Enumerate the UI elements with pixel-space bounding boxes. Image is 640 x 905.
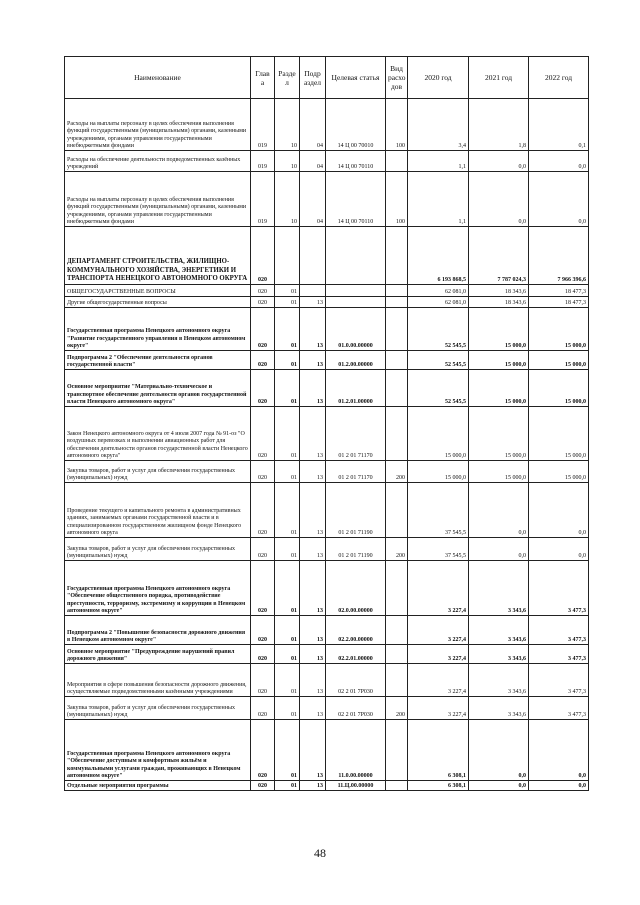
- cell-vid: [386, 720, 408, 781]
- cell-vid: [386, 483, 408, 538]
- cell-target: 02.2.01.00000: [326, 645, 386, 664]
- cell-2021: 1,8: [469, 99, 529, 151]
- cell-vid: [386, 297, 408, 308]
- table-row: [65, 151, 589, 172]
- cell-2020: 6 308,1: [408, 720, 469, 781]
- table-row: [65, 645, 589, 664]
- cell-2020: 3 227,4: [408, 645, 469, 664]
- cell-podrazdel: [300, 227, 326, 285]
- cell-2020: 3 227,4: [408, 697, 469, 720]
- cell-razdel: 01: [275, 351, 300, 370]
- cell-vid: [386, 227, 408, 285]
- cell-2021: 0,0: [469, 720, 529, 781]
- cell-2021: 3 343,6: [469, 645, 529, 664]
- cell-vid: [386, 370, 408, 407]
- table-row: [65, 461, 589, 483]
- cell-razdel: 01: [275, 664, 300, 697]
- cell-name: ОБЩЕГОСУДАРСТВЕННЫЕ ВОПРОСЫ: [65, 285, 251, 297]
- cell-2022: 0,1: [529, 99, 589, 151]
- cell-2020: 6 193 868,5: [408, 227, 469, 285]
- table-row: [65, 697, 589, 720]
- cell-vid: [386, 645, 408, 664]
- cell-target: 01 2 01 71170: [326, 407, 386, 461]
- cell-name: Расходы на обеспечение деятельности подведомственных казённых учреждений: [65, 151, 251, 172]
- cell-2021: 3 343,6: [469, 664, 529, 697]
- cell-2022: 0,0: [529, 781, 589, 791]
- cell-razdel: 01: [275, 407, 300, 461]
- cell-podrazdel: 13: [300, 664, 326, 697]
- cell-razdel: 10: [275, 172, 300, 227]
- cell-glava: 020: [251, 561, 275, 616]
- cell-name: Закупка товаров, работ и услуг для обеспечения государственных (муниципальных) нужд: [65, 461, 251, 483]
- cell-razdel: 01: [275, 645, 300, 664]
- cell-target: 01 2 01 71190: [326, 538, 386, 561]
- cell-target: 01.2.00.00000: [326, 351, 386, 370]
- cell-podrazdel: 13: [300, 407, 326, 461]
- cell-2022: 0,0: [529, 538, 589, 561]
- cell-razdel: 01: [275, 720, 300, 781]
- table-row: [65, 561, 589, 616]
- cell-glava: 020: [251, 781, 275, 791]
- cell-2021: 15 000,0: [469, 308, 529, 351]
- cell-2020: 3,4: [408, 99, 469, 151]
- cell-2020: 37 545,5: [408, 538, 469, 561]
- cell-glava: 020: [251, 308, 275, 351]
- cell-2022: 3 477,3: [529, 697, 589, 720]
- cell-2021: 0,0: [469, 781, 529, 791]
- cell-glava: 020: [251, 227, 275, 285]
- cell-2022: 3 477,3: [529, 616, 589, 645]
- cell-2021: 15 000,0: [469, 351, 529, 370]
- cell-glava: 020: [251, 616, 275, 645]
- cell-razdel: 01: [275, 483, 300, 538]
- cell-vid: [386, 308, 408, 351]
- cell-glava: 020: [251, 351, 275, 370]
- header-2021: 2021 год: [469, 57, 529, 99]
- cell-2021: 0,0: [469, 151, 529, 172]
- cell-2022: 15 000,0: [529, 370, 589, 407]
- cell-2021: 18 343,6: [469, 297, 529, 308]
- table-row: [65, 99, 589, 151]
- cell-razdel: 01: [275, 370, 300, 407]
- cell-razdel: 01: [275, 538, 300, 561]
- cell-razdel: 01: [275, 781, 300, 791]
- cell-glava: 019: [251, 151, 275, 172]
- cell-2021: 15 000,0: [469, 461, 529, 483]
- cell-2021: 15 000,0: [469, 407, 529, 461]
- budget-table: [64, 56, 589, 791]
- cell-target: 11.0.00.00000: [326, 720, 386, 781]
- cell-2020: 37 545,5: [408, 483, 469, 538]
- header-2020: 2020 год: [408, 57, 469, 99]
- cell-glava: 020: [251, 697, 275, 720]
- cell-2020: 15 000,0: [408, 407, 469, 461]
- table-body: [65, 99, 589, 791]
- cell-name: Мероприятия в сфере повышения безопасности дорожного движения, осуществляемые подведомственными казёнными учреждениями: [65, 664, 251, 697]
- cell-glava: 020: [251, 285, 275, 297]
- cell-podrazdel: 13: [300, 561, 326, 616]
- cell-glava: 020: [251, 370, 275, 407]
- cell-podrazdel: 13: [300, 645, 326, 664]
- cell-razdel: 10: [275, 99, 300, 151]
- cell-name: ДЕПАРТАМЕНТ СТРОИТЕЛЬСТВА, ЖИЛИЩНО-КОММУНАЛЬНОГО ХОЗЯЙСТВА, ЭНЕРГЕТИКИ И ТРАНСПОРТА НЕНЕЦКОГО АВТОНОМНОГО ОКРУГА: [65, 227, 251, 285]
- cell-2021: 3 343,6: [469, 561, 529, 616]
- header-vid: Вид расхо дов: [386, 57, 408, 99]
- cell-2022: 15 000,0: [529, 308, 589, 351]
- cell-2022: 15 000,0: [529, 407, 589, 461]
- cell-vid: [386, 285, 408, 297]
- cell-2020: 1,1: [408, 151, 469, 172]
- cell-podrazdel: 13: [300, 483, 326, 538]
- cell-podrazdel: 04: [300, 151, 326, 172]
- cell-2021: 15 000,0: [469, 370, 529, 407]
- cell-name: Государственная программа Ненецкого автономного округа "Обеспечение общественного порядка, противодействие преступности, терроризму, экстремизму и коррупции в Ненецком автономном округе": [65, 561, 251, 616]
- table-row: [65, 616, 589, 645]
- cell-podrazdel: 13: [300, 538, 326, 561]
- cell-vid: 100: [386, 172, 408, 227]
- cell-target: 02.0.00.00000: [326, 561, 386, 616]
- cell-vid: [386, 407, 408, 461]
- cell-2020: 3 227,4: [408, 561, 469, 616]
- cell-target: 01 2 01 71190: [326, 483, 386, 538]
- cell-vid: [386, 664, 408, 697]
- cell-target: 11.Ц.00.00000: [326, 781, 386, 791]
- cell-target: 02 2 01 7Р030: [326, 697, 386, 720]
- cell-vid: [386, 616, 408, 645]
- cell-2020: 62 081,0: [408, 285, 469, 297]
- cell-vid: 200: [386, 697, 408, 720]
- cell-name: Подпрограмма 2 "Обеспечение деятельности органов государственной власти": [65, 351, 251, 370]
- cell-2020: 1,1: [408, 172, 469, 227]
- table-row: [65, 172, 589, 227]
- cell-vid: 100: [386, 99, 408, 151]
- table-row: [65, 407, 589, 461]
- cell-podrazdel: 13: [300, 697, 326, 720]
- cell-name: Государственная программа Ненецкого автономного округа "Развитие государственного управления в Ненецком автономном округе": [65, 308, 251, 351]
- cell-target: [326, 227, 386, 285]
- cell-glava: 020: [251, 461, 275, 483]
- cell-2022: 3 477,3: [529, 645, 589, 664]
- cell-2022: 18 477,3: [529, 285, 589, 297]
- cell-2022: 18 477,3: [529, 297, 589, 308]
- cell-name: Основное мероприятие "Материально-техническое и транспортное обеспечение деятельности органов государственной власти Ненецкого автономного округа": [65, 370, 251, 407]
- cell-name: Подпрограмма 2 "Повышение безопасности дорожного движения в Ненецком автономном округе": [65, 616, 251, 645]
- cell-target: 14 Ц 00 70110: [326, 172, 386, 227]
- cell-podrazdel: 13: [300, 720, 326, 781]
- cell-2021: 0,0: [469, 483, 529, 538]
- cell-glava: 020: [251, 297, 275, 308]
- table-row: [65, 538, 589, 561]
- table-row: [65, 720, 589, 781]
- cell-podrazdel: 13: [300, 781, 326, 791]
- cell-2020: 15 000,0: [408, 461, 469, 483]
- header-podrazdel: Подр аздел: [300, 57, 326, 99]
- cell-glava: 019: [251, 172, 275, 227]
- cell-name: Проведение текущего и капитального ремонта в административных зданиях, занимаемых органами государственной власти и в специализированном государственном жилищном фонде Ненецкого автономного округа: [65, 483, 251, 538]
- cell-razdel: 01: [275, 285, 300, 297]
- cell-target: 01.0.00.00000: [326, 308, 386, 351]
- table-row: [65, 297, 589, 308]
- cell-2021: 3 343,6: [469, 697, 529, 720]
- cell-glava: 020: [251, 538, 275, 561]
- cell-razdel: 01: [275, 308, 300, 351]
- cell-2022: 0,0: [529, 151, 589, 172]
- cell-podrazdel: 13: [300, 351, 326, 370]
- cell-name: Расходы на выплаты персоналу в целях обеспечения выполнения функций государственными (муниципальными) органами, казенными учреждениями, органами управления государственными внебюджетными фондами: [65, 172, 251, 227]
- table-row: [65, 483, 589, 538]
- cell-glava: 020: [251, 720, 275, 781]
- cell-2022: 3 477,3: [529, 561, 589, 616]
- cell-podrazdel: 13: [300, 616, 326, 645]
- cell-podrazdel: 13: [300, 370, 326, 407]
- cell-name: Отдельные мероприятия программы: [65, 781, 251, 791]
- cell-name: Закупка товаров, работ и услуг для обеспечения государственных (муниципальных) нужд: [65, 697, 251, 720]
- header-name: Наименование: [65, 57, 251, 99]
- cell-2021: 18 343,6: [469, 285, 529, 297]
- cell-name: Закон Ненецкого автономного округа от 4 июля 2007 года № 91-оз "О воздушных перевозках и выполнении авиационных работ для обеспечения деятельности органов государственной власти Ненецкого автономного округа": [65, 407, 251, 461]
- cell-podrazdel: 04: [300, 172, 326, 227]
- cell-name: Расходы на выплаты персоналу в целях обеспечения выполнения функций государственными (муниципальными) органами, казенными учреждениями, органами управления государственными внебюджетными фондами: [65, 99, 251, 151]
- cell-target: 01.2.01.00000: [326, 370, 386, 407]
- cell-2020: 3 227,4: [408, 664, 469, 697]
- cell-2022: 15 000,0: [529, 351, 589, 370]
- cell-razdel: 10: [275, 151, 300, 172]
- cell-vid: [386, 561, 408, 616]
- cell-razdel: 01: [275, 461, 300, 483]
- cell-glava: 020: [251, 483, 275, 538]
- cell-2021: 0,0: [469, 172, 529, 227]
- cell-2021: 3 343,6: [469, 616, 529, 645]
- cell-name: Закупка товаров, работ и услуг для обеспечения государственных (муниципальных) нужд: [65, 538, 251, 561]
- cell-target: 01 2 01 71170: [326, 461, 386, 483]
- cell-vid: [386, 351, 408, 370]
- table-row: [65, 308, 589, 351]
- cell-vid: [386, 151, 408, 172]
- cell-target: 14 Ц 00 70010: [326, 99, 386, 151]
- cell-2020: 52 545,5: [408, 351, 469, 370]
- cell-2020: 6 308,1: [408, 781, 469, 791]
- cell-vid: [386, 781, 408, 791]
- cell-2022: 7 966 396,6: [529, 227, 589, 285]
- table-header-row: [65, 57, 589, 99]
- cell-glava: 020: [251, 664, 275, 697]
- cell-2022: 0,0: [529, 172, 589, 227]
- cell-name: Другие общегосударственные вопросы: [65, 297, 251, 308]
- cell-name: Государственная программа Ненецкого автономного округа "Обеспечение доступным и комфортным жильём и коммунальными услугами граждан, проживающих в Ненецком автономном округе": [65, 720, 251, 781]
- cell-2022: 15 000,0: [529, 461, 589, 483]
- header-glava: Глав а: [251, 57, 275, 99]
- cell-target: 02 2 01 7Р030: [326, 664, 386, 697]
- cell-2021: 0,0: [469, 538, 529, 561]
- cell-2020: 62 081,0: [408, 297, 469, 308]
- table-row: [65, 664, 589, 697]
- cell-target: 14 Ц 00 70110: [326, 151, 386, 172]
- page-number: 48: [314, 846, 326, 860]
- cell-podrazdel: 13: [300, 308, 326, 351]
- cell-razdel: 01: [275, 616, 300, 645]
- cell-2020: 52 545,5: [408, 308, 469, 351]
- cell-target: 02.2.00.00000: [326, 616, 386, 645]
- table-row: [65, 285, 589, 297]
- cell-2022: 0,0: [529, 483, 589, 538]
- cell-glava: 020: [251, 407, 275, 461]
- cell-razdel: 01: [275, 297, 300, 308]
- cell-target: [326, 285, 386, 297]
- cell-razdel: 01: [275, 697, 300, 720]
- header-target: Целевая статья: [326, 57, 386, 99]
- cell-2020: 3 227,4: [408, 616, 469, 645]
- cell-glava: 020: [251, 645, 275, 664]
- cell-podrazdel: 13: [300, 297, 326, 308]
- table-row: [65, 351, 589, 370]
- header-razdel: Разде л: [275, 57, 300, 99]
- table-row: [65, 227, 589, 285]
- cell-2022: 3 477,3: [529, 664, 589, 697]
- cell-podrazdel: 13: [300, 461, 326, 483]
- cell-2022: 0,0: [529, 720, 589, 781]
- table-row: [65, 781, 589, 791]
- cell-vid: 200: [386, 461, 408, 483]
- cell-razdel: [275, 227, 300, 285]
- cell-target: [326, 297, 386, 308]
- cell-razdel: 01: [275, 561, 300, 616]
- header-2022: 2022 год: [529, 57, 589, 99]
- cell-2021: 7 787 024,3: [469, 227, 529, 285]
- cell-podrazdel: [300, 285, 326, 297]
- cell-vid: 200: [386, 538, 408, 561]
- cell-2020: 52 545,5: [408, 370, 469, 407]
- cell-podrazdel: 04: [300, 99, 326, 151]
- cell-glava: 019: [251, 99, 275, 151]
- cell-name: Основное мероприятие "Предупреждение нарушений правил дорожного движения": [65, 645, 251, 664]
- table-row: [65, 370, 589, 407]
